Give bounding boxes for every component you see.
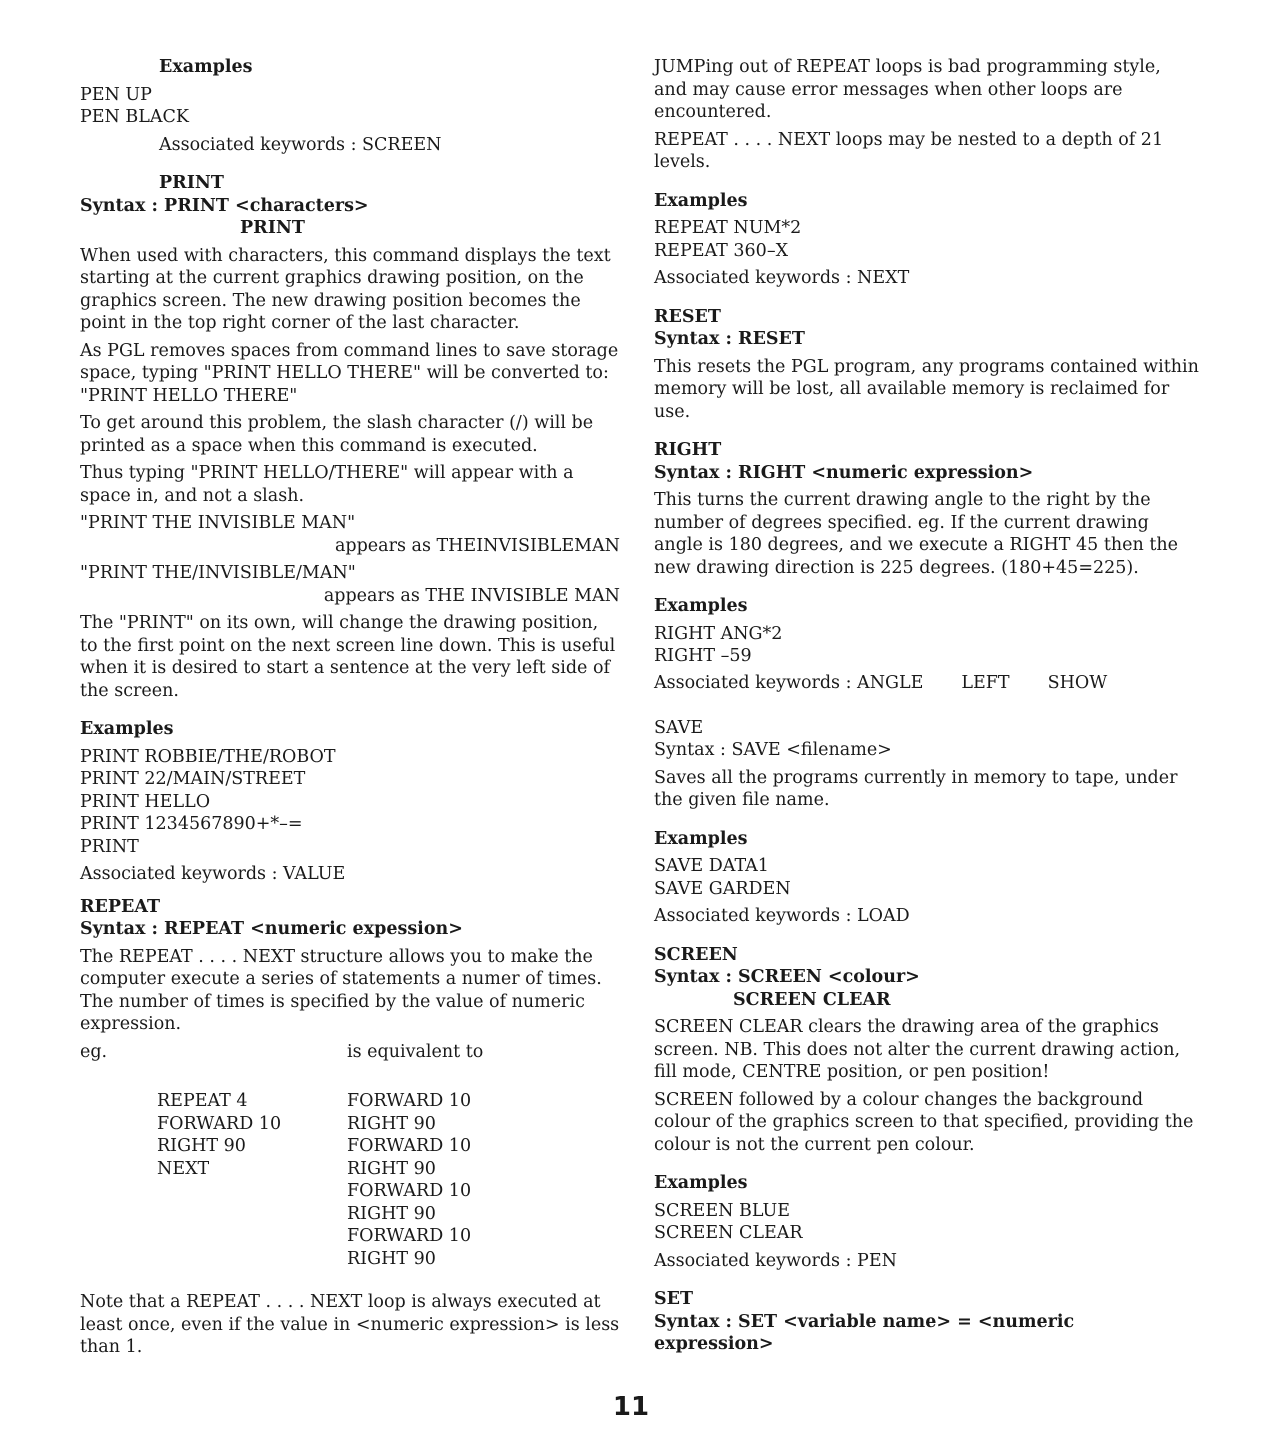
pen-example-1: PEN UP [80,84,152,105]
print-syntax-2: PRINT [240,218,305,238]
set-syntax: Syntax : SET <variable name> = <numeric expression> [654,1311,1075,1354]
print-example-code-2: PRINT 22/MAIN/STREET [80,769,306,789]
screen-example-2: SCREEN CLEAR [654,1223,803,1243]
print-paragraph-4: Thus typing "PRINT HELLO/THERE" will appear with a space in, and not a slash. [80,463,574,506]
repeat-code-b-4: RIGHT 90 [347,1158,436,1179]
right-title: RIGHT [654,440,722,460]
save-example-1: SAVE DATA1 [654,856,769,876]
right-assoc-left: LEFT [961,672,1010,693]
reset-paragraph-1: This resets the PGL program, any programs contained within memory will be lost, all available memory is reclaimed for use. [654,356,1199,422]
repeat-code-a-2: FORWARD 10 [157,1113,282,1134]
print-example-code-5: PRINT [80,836,139,857]
repeat-equivalent-label: is equivalent to [347,1041,484,1062]
print-example-code-4: PRINT 1234567890+*–= [80,814,303,834]
repeat-title: REPEAT [80,896,161,917]
repeat-eg-row [80,1041,620,1069]
screen-syntax-2: SCREEN CLEAR [733,989,891,1010]
repeat-code-b-6: RIGHT 90 [347,1203,436,1224]
screen-paragraph-1: SCREEN CLEAR clears the drawing area of the graphics screen. NB. This does not alter the current drawing action, fill mode, CENTRE position, or pen position! [654,1017,1181,1082]
repeat-paragraph-3: JUMPing out of REPEAT loops is bad programming style, and may cause error messages when other loops are encountered. [654,57,1161,122]
screen-assoc-keywords: Associated keywords : PEN [654,1250,897,1271]
print-assoc-keywords: Associated keywords : VALUE [80,864,346,884]
pen-example-2: PEN BLACK [80,107,190,127]
save-assoc-keywords: Associated keywords : LOAD [654,906,910,926]
print-example-code-1: PRINT ROBBIE/THE/ROBOT [80,746,336,767]
right-assoc-label: Associated keywords : ANGLE [654,672,924,693]
save-example-2: SAVE GARDEN [654,878,791,899]
save-syntax: Syntax : SAVE <filename> [654,740,892,760]
repeat-code-b-2: RIGHT 90 [347,1113,436,1134]
repeat-code-equivalent [347,1090,607,1270]
print-title: PRINT [159,173,224,193]
left-column [80,56,620,1364]
repeat-code-table [80,1090,620,1270]
pen-assoc-keywords: Associated keywords : SCREEN [159,134,442,155]
screen-example-1: SCREEN BLUE [654,1200,791,1221]
screen-paragraph-2: SCREEN followed by a colour changes the background colour of the graphics screen to that specified, providing the colour is not the current pen colour. [654,1089,1194,1155]
repeat-example-1: REPEAT NUM*2 [654,218,802,238]
repeat-paragraph-1: The REPEAT . . . . NEXT structure allows you to make the computer execute a series of statements a numer of times. The number of times is specified by the value of numeric expression. [80,946,602,1034]
screen-examples-heading: Examples [654,1173,748,1193]
print-example-1: "PRINT THE INVISIBLE MAN" [80,513,356,533]
save-title: SAVE [654,717,704,738]
repeat-code-b-5: FORWARD 10 [347,1181,472,1201]
save-paragraph-1: Saves all the programs currently in memory to tape, under the given file name. [654,767,1178,810]
right-paragraph-1: This turns the current drawing angle to the right by the number of degrees specified. eg. If the current drawing angle is 180 degrees, and we execute a RIGHT 45 then the new drawing direction is 225 degrees. (180+45=225). [654,490,1178,578]
screen-syntax-1: Syntax : SCREEN <colour> [654,967,920,987]
right-example-2: RIGHT –59 [654,646,752,666]
right-syntax: Syntax : RIGHT <numeric expression> [654,462,1034,483]
repeat-examples-heading: Examples [654,190,748,211]
right-assoc-keywords [654,673,1199,693]
reset-title: RESET [654,306,721,327]
right-column [654,56,1199,1361]
print-example-1-result: appears as THEINVISIBLEMAN [334,535,620,556]
repeat-code-b-1: FORWARD 10 [347,1091,472,1111]
repeat-paragraph-4: REPEAT . . . . NEXT loops may be nested to a depth of 21 levels. [654,129,1164,172]
right-examples-heading: Examples [654,596,748,616]
pen-examples-heading: Examples [159,57,253,77]
print-example-2: "PRINT THE/INVISIBLE/MAN" [80,563,356,583]
repeat-code-b-7: FORWARD 10 [347,1226,472,1246]
right-example-1: RIGHT ANG*2 [654,623,783,644]
repeat-code-b-8: RIGHT 90 [347,1248,436,1269]
print-syntax-1: Syntax : PRINT <characters> [80,195,369,216]
print-examples-heading: Examples [80,719,174,739]
repeat-code-b-3: FORWARD 10 [347,1136,472,1156]
repeat-code-a-3: RIGHT 90 [157,1136,246,1156]
repeat-example-2: REPEAT 360–X [654,240,789,261]
print-paragraph-5: The "PRINT" on its own, will change the drawing position, to the first point on the next screen line down. This is useful when it is desired to start a sentence at the very left side of the screen. [80,613,616,701]
screen-title: SCREEN [654,944,738,965]
save-examples-heading: Examples [654,828,748,849]
repeat-paragraph-2: Note that a REPEAT . . . . NEXT loop is always executed at least once, even if the value in <numeric expression> is less than 1. [80,1292,620,1357]
print-paragraph-2: As PGL removes spaces from command lines to save storage space, typing "PRINT HELLO THERE" will be converted to: "PRINT HELLO THERE" [80,340,619,406]
page-number: 11 [612,1392,650,1422]
repeat-syntax: Syntax : REPEAT <numeric expession> [80,919,463,939]
repeat-code-a-4: NEXT [157,1158,210,1179]
repeat-code-a-1: REPEAT 4 [157,1091,248,1111]
repeat-assoc-keywords: Associated keywords : NEXT [654,268,910,288]
repeat-code-original [157,1090,347,1270]
print-paragraph-1: When used with characters, this command displays the text starting at the current graphics drawing position, on the graphics screen. The new drawing position becomes the point in the top right corner of the last character. [80,245,611,333]
print-example-code-3: PRINT HELLO [80,791,211,812]
right-assoc-show: SHOW [1047,672,1108,693]
repeat-eg-label: eg. [80,1041,108,1062]
print-example-2-result: appears as THE INVISIBLE MAN [323,585,620,606]
set-title: SET [654,1289,693,1309]
reset-syntax: Syntax : RESET [654,329,805,349]
print-paragraph-3: To get around this problem, the slash character (/) will be printed as a space when this command is executed. [80,413,594,456]
